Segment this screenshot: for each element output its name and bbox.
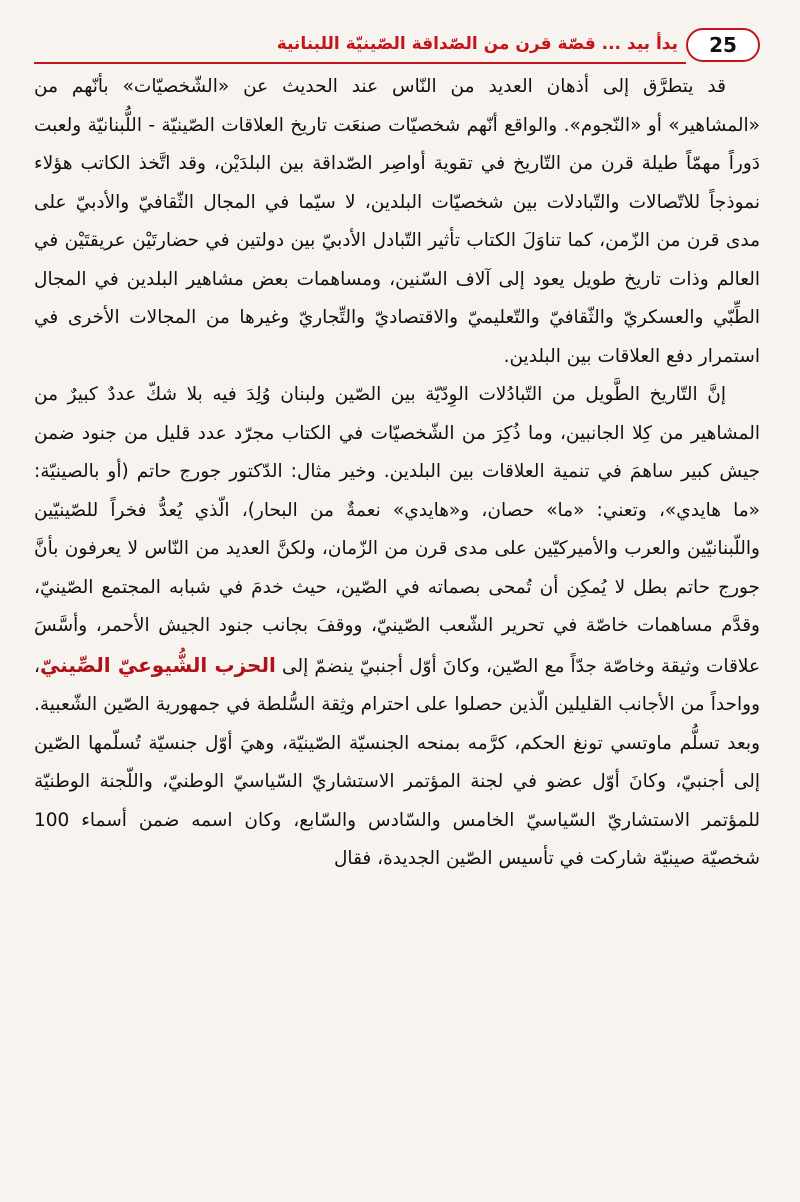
page-number: 25 [686, 28, 760, 62]
page-body [34, 68, 760, 879]
highlighted-party-name: الحزب الشُّيوعيّ الصِّينيّ [39, 652, 276, 677]
paragraph-2 [34, 376, 760, 879]
paragraph-1: قد يتطرَّق إلى أذهان العديد من النّاس عند الحديث عن «الشّخصيّات» بأنّهم من «المشاهير» أو «النّجوم». والواقع أنّهم شخصيّات صنعَت تاريخ العلاقات الصّينيّة - اللُّبنانيّة ولعبت دَوراً مهمّاً طيلة قرن من التّاريخ في تقوية أواصِر الصّداقة بين البلدَيْن، وقد اتَّخذ الكاتب هؤلاء نموذجاً للاتّصالات والتّبادلات بين شخصيّات البلدين، لا سيّما في المجال الثّقافيّ والأدبيّ على مدى قرن من الزّمن، كما تناوَلَ الكتاب تأثير التّبادل الأدبيّ بين دولتين في حضارتَيْن عريقتَيْن في العالم وذات تاريخ طويل يعود إلى آلاف السّنين، ومساهمات بعض مشاهير البلدين في المجال الطِّبّي والعسكريّ والثّقافيّ والتّعليميّ والاقتصاديّ والتِّجاريّ وغيرها من المجالات الأخرى في استمرار دفع العلاقات بين البلدين. [34, 76, 760, 367]
paragraph-2-text-start: إنَّ التّاريخ الطَّويل من التّبادُلات الوِدّيّة بين الصّين ولبنان وُلِدَ فيه بلا شكّ عددٌ كبيرٌ من المشاهير من كِلا الجانبين، وما ذُكِرَ من الشّخصيّات في الكتاب مجرّد عدد قليل من جنود ضمن جيش كبير ساهمَ في تنمية العلاقات بين البلدين. وخير مثال: الدّكتور جورج حاتم (أو بالصينيّة: «ما هايدي»، وتعني: «ما» حصان، و«هايدي» نعمةٌ من البحار)، الّذي يُعدُّ فخراً للصّينيّين واللّبنانيّين والعرب والأميركيّين على مدى قرن من الزّمان، ولكنَّ العديد من النّاس لا يعرفون بأنَّ جورج حاتم بطل لا يُمكِن أن تُمحى بصماته في الصّين، حيث خدمَ في شبابه المجتمع الصّينيّ، وقدَّم مساهمات خاصّة في تحرير الشّعب الصّينيّ، ووقفَ بجانب جنود الجيش الأحمر، وأسَّسَ علاقات وثيقة وخاصّة جدّاً مع الصّين، وكانَ أوّل أجنبيّ ينضمّ إلى [34, 384, 760, 677]
running-title: يدأ بيد ... قصّة قرن من الصّداقة الصّينيّة اللبنانية [276, 34, 678, 54]
header-rule [34, 62, 686, 64]
paragraph-2-text-end: ، وواحداً من الأجانب القليلين الّذين حصلوا على احترام وثِقة السُّلطة في جمهورية الصّين الشّعبية. وبعد تسلُّم ماوتسي تونغ الحكم، كرَّمه بمنحه الجنسيّة الصّينيّة، وهيَ أوّل جنسيّة تُسلّمها الصّين إلى أجنبيّ، وكانَ أوّل عضو في لجنة المؤتمر الاستشاريّ السّياسيّ الوطنيّ، واللّجنة الوطنيّة للمؤتمر الاستشاريّ السّياسيّ الخامس والسّادس والسّابع، وكان اسمه ضمن أسماء 100 شخصيّة صينيّة شاركت في تأسيس الصّين الجديدة، فقال [34, 655, 760, 869]
page-header [34, 26, 760, 70]
